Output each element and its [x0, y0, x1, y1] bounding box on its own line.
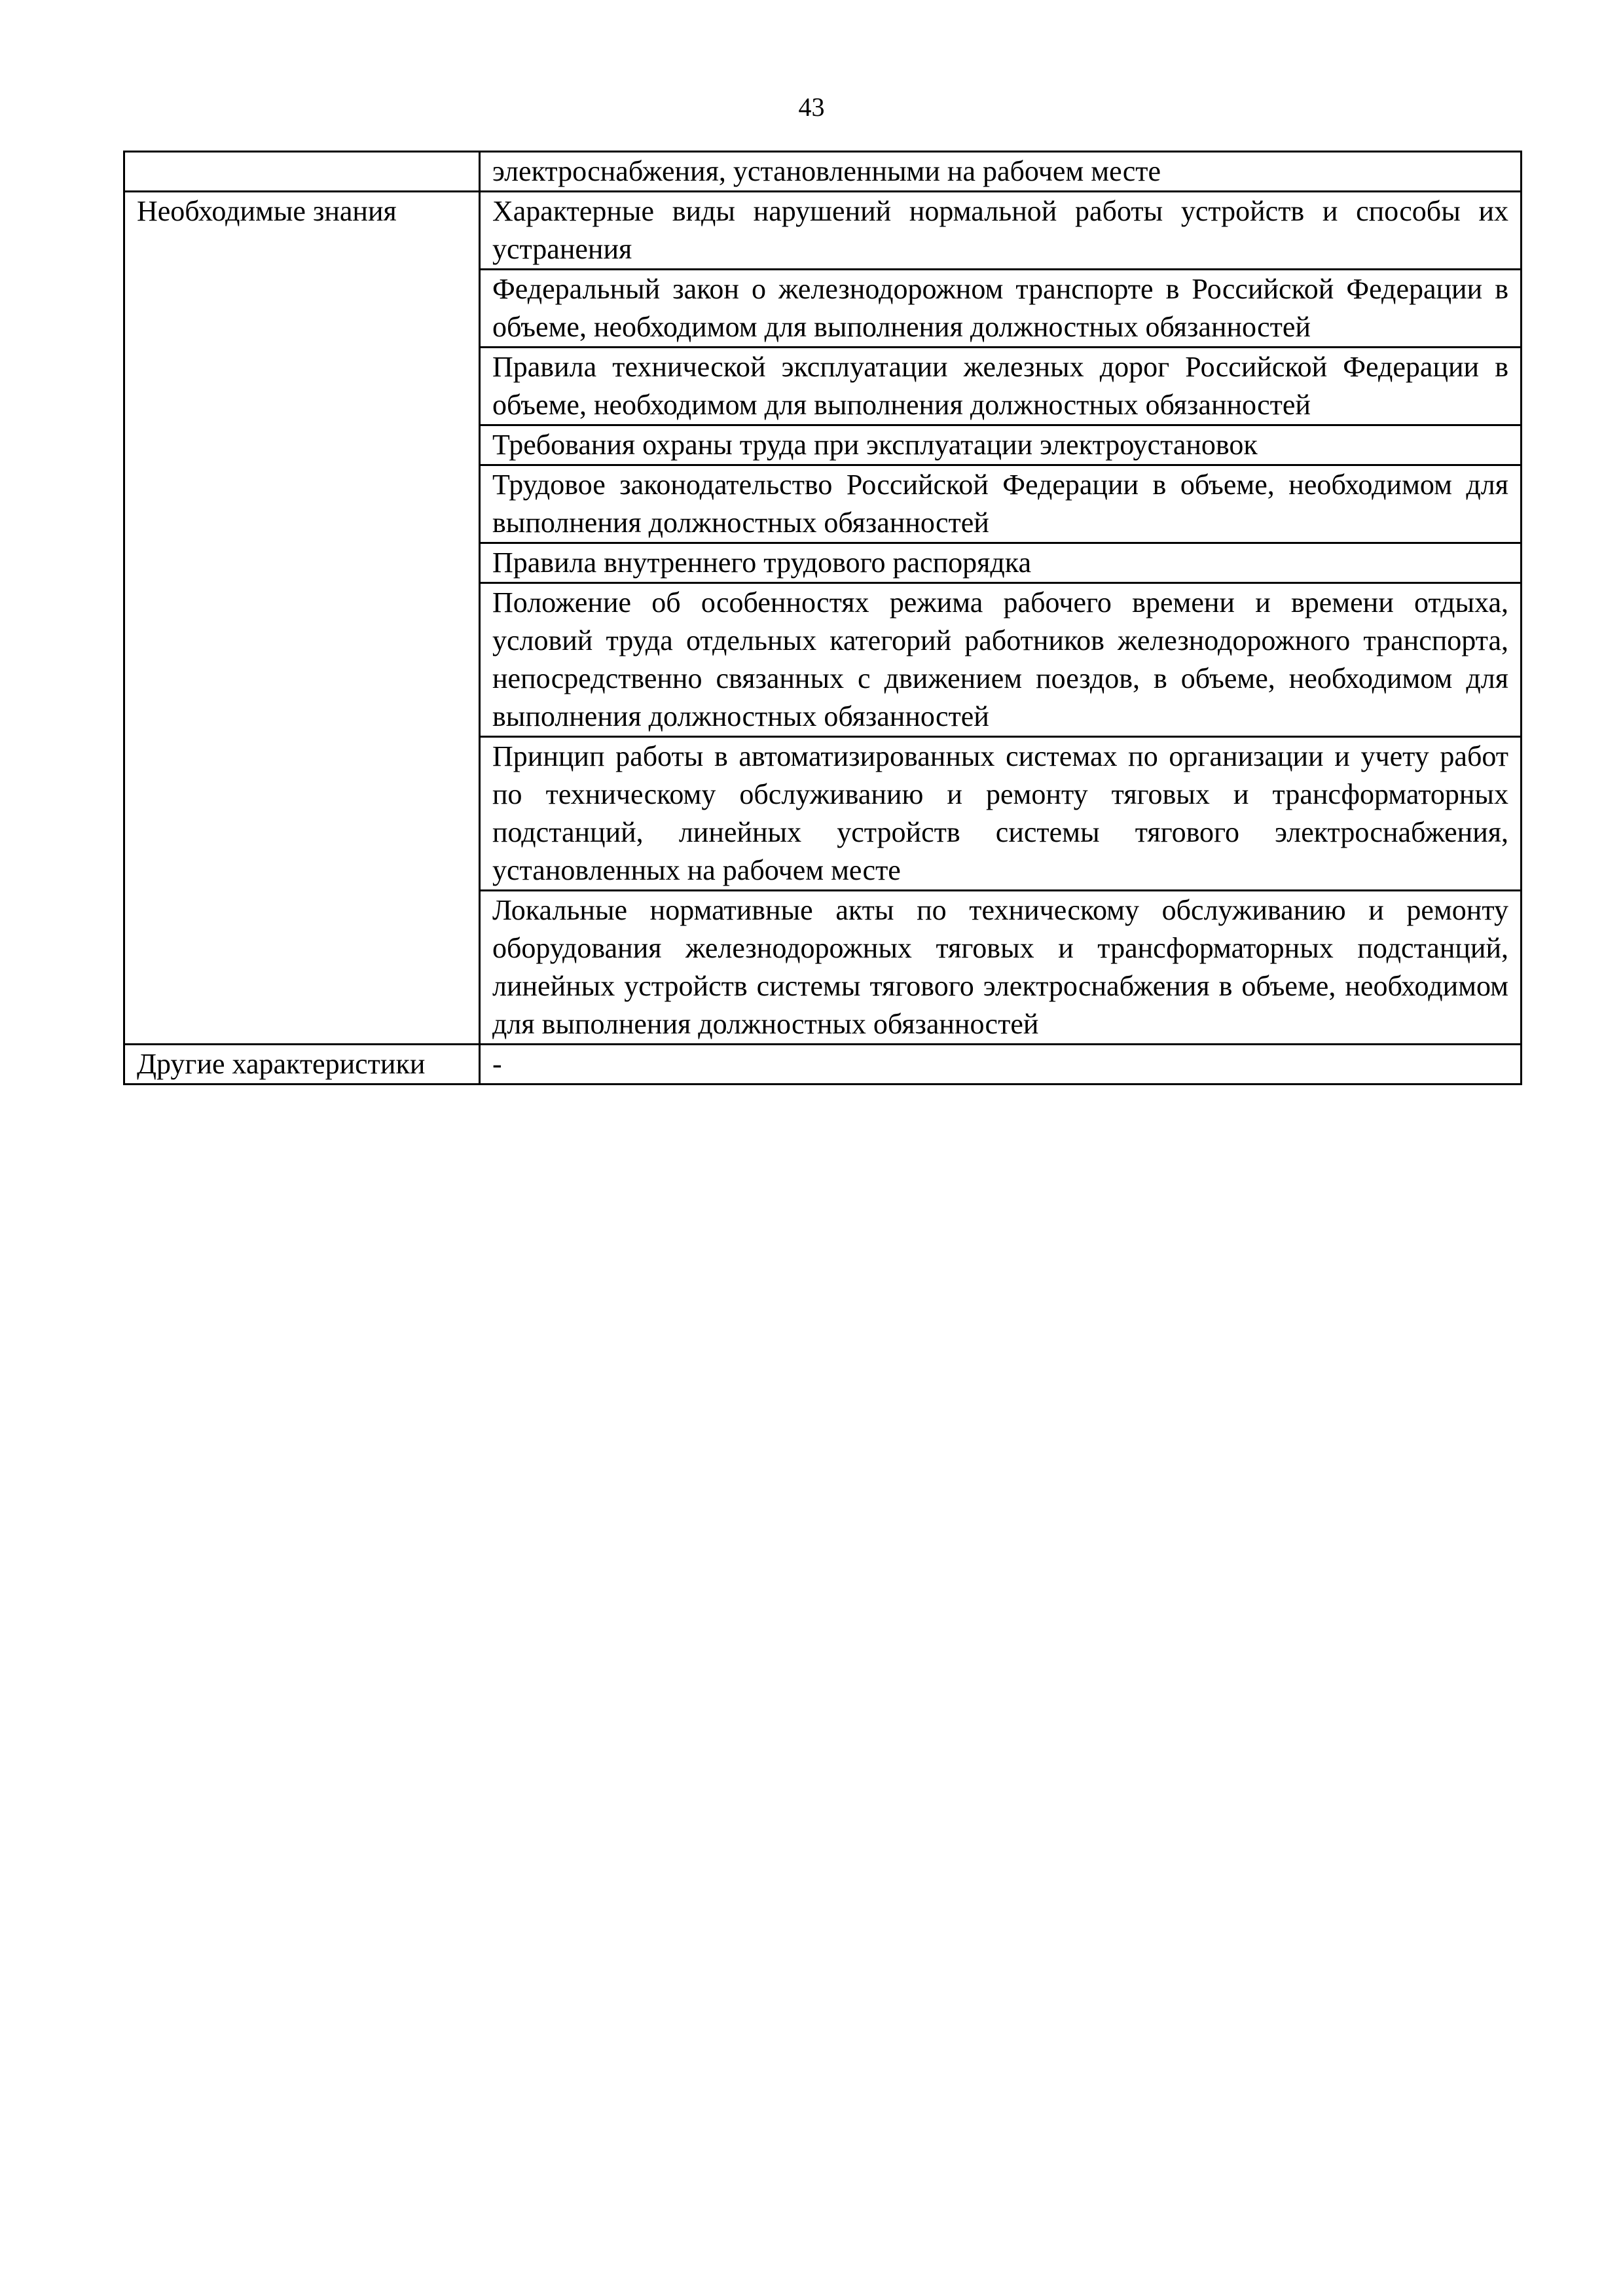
table-row [124, 192, 1522, 270]
page-number: 43 [798, 92, 825, 122]
knowledge-item: Трудовое законодательство Российской Федерации в объеме, необходимом для выполнения должностных обязанностей [480, 465, 1522, 543]
table-row [124, 1045, 1522, 1085]
other-value-cell: - [480, 1045, 1522, 1085]
knowledge-item: Федеральный закон о железнодорожном транспорте в Российской Федерации в объеме, необходимом для выполнения должностных обязанностей [480, 270, 1522, 348]
knowledge-item: Характерные виды нарушений нормальной работы устройств и способы их устранения [480, 192, 1522, 270]
qualification-table [123, 151, 1522, 1085]
continued-text-cell: электроснабжения, установленными на рабочем месте [480, 152, 1522, 192]
other-label-cell: Другие характеристики [124, 1045, 480, 1085]
knowledge-label-cell: Необходимые знания [124, 192, 480, 1045]
knowledge-item: Правила внутреннего трудового распорядка [480, 543, 1522, 583]
knowledge-item: Положение об особенностях режима рабочего времени и времени отдыха, условий труда отдельных категорий работников железнодорожного транспорта, непосредственно связанных с движением поездов, в объеме, необходимом для выполнения должностных обязанностей [480, 583, 1522, 737]
knowledge-item: Принцип работы в автоматизированных системах по организации и учету работ по техническому обслуживанию и ремонту тяговых и трансформаторных подстанций, линейных устройств системы тягового электроснабжения, установленных на рабочем месте [480, 737, 1522, 891]
table-row [124, 152, 1522, 192]
empty-label-cell [124, 152, 480, 192]
knowledge-item: Локальные нормативные акты по техническому обслуживанию и ремонту оборудования железнодорожных тяговых и трансформаторных подстанций, линейных устройств системы тягового электроснабжения в объеме, необходимом для выполнения должностных обязанностей [480, 891, 1522, 1045]
knowledge-item: Правила технической эксплуатации железных дорог Российской Федерации в объеме, необходимом для выполнения должностных обязанностей [480, 348, 1522, 425]
knowledge-item: Требования охраны труда при эксплуатации электроустановок [480, 425, 1522, 465]
